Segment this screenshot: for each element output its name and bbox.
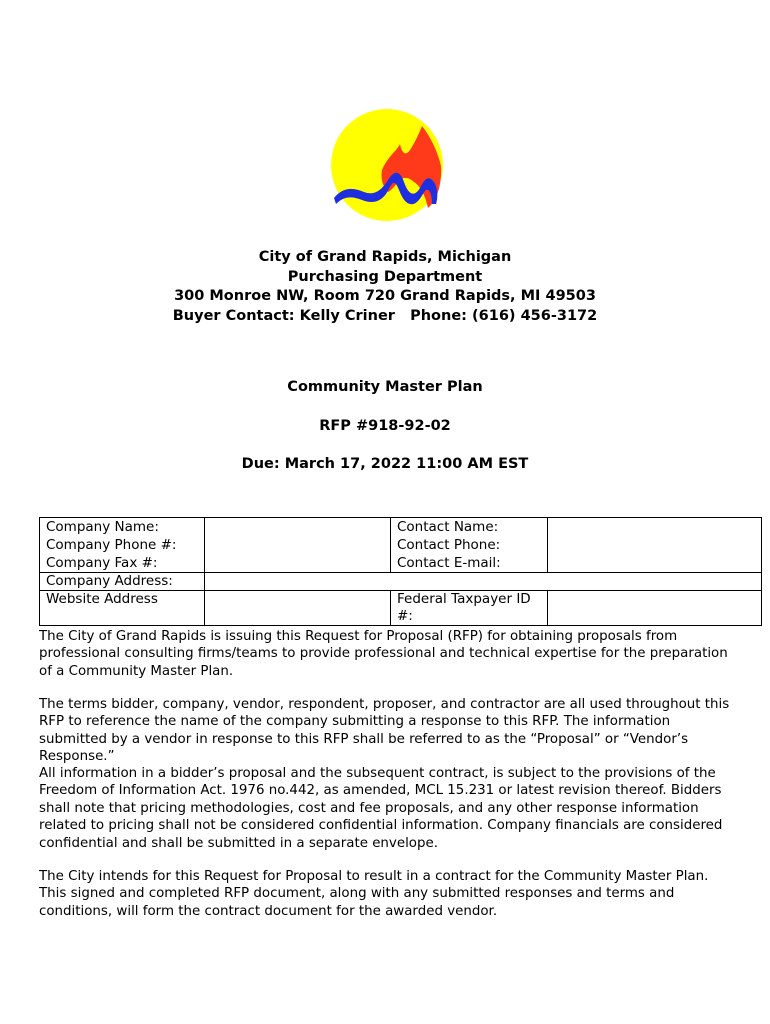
website-label: Website Address <box>40 591 205 626</box>
department-name: Purchasing Department <box>287 268 483 285</box>
company-address-label: Company Address: <box>40 573 205 591</box>
website-field[interactable] <box>205 591 391 626</box>
contact-name-label: Contact Name: <box>397 519 499 535</box>
company-phone-label: Company Phone #: <box>46 537 177 553</box>
company-address-field[interactable] <box>205 573 762 591</box>
contact-info-field[interactable] <box>548 518 762 573</box>
department-address: 300 Monroe NW, Room 720 Grand Rapids, MI 49503 <box>174 288 596 304</box>
city-name: City of Grand Rapids, Michigan <box>258 249 512 265</box>
contact-email-label: Contact E-mail: <box>397 555 501 571</box>
contact-labels-cell <box>391 518 548 573</box>
company-info-table <box>39 517 762 626</box>
taxpayer-id-field[interactable] <box>548 591 762 626</box>
company-name-label: Company Name: <box>46 519 159 535</box>
buyer-contact: Buyer Contact: Kelly Criner Phone: (616) 456-3172 <box>172 307 598 324</box>
paragraph-foia: All information in a bidder’s proposal and the subsequent contract, is subject to the provisions of the Freedom of Information Act. 1976 no.442, as amended, MCL 15.231 or latest revision thereof. Bidders shall note that pricing methodologies, cost and fee proposals, and any other response information related to pricing shall not be considered confidential information. Company financials are considered confidential and shall be submitted in a separate envelope. <box>39 766 723 851</box>
paragraph-terms: The terms bidder, company, vendor, respondent, proposer, and contractor are all used throughout this RFP to reference the name of the company submitting a response to this RFP. The information submitted by a vendor in response to this RFP shall be referred to as the “Proposal” or “Vendor’s Response.” <box>39 697 730 765</box>
company-info-field[interactable] <box>205 518 391 573</box>
contact-phone-label: Contact Phone: <box>397 537 501 553</box>
paragraph-intro: The City of Grand Rapids is issuing this Request for Proposal (RFP) for obtaining proposals from professional consulting firms/teams to provide professional and technical expertise for the preparation of a Community Master Plan. <box>39 629 728 679</box>
city-logo <box>330 108 444 222</box>
rfp-number: RFP #918-92-02 <box>319 418 451 434</box>
company-fax-label: Company Fax #: <box>46 555 158 571</box>
taxpayer-id-label: Federal Taxpayer ID #: <box>391 591 548 626</box>
paragraph-contract: The City intends for this Request for Proposal to result in a contract for the Community Master Plan. This signed and completed RFP document, along with any submitted responses and terms and conditions, will form the contract document for the awarded vendor. <box>39 869 709 919</box>
header-block <box>0 248 770 326</box>
company-labels-cell <box>40 518 205 573</box>
due-date: Due: March 17, 2022 11:00 AM EST <box>241 456 529 472</box>
project-title: Community Master Plan <box>287 379 483 395</box>
